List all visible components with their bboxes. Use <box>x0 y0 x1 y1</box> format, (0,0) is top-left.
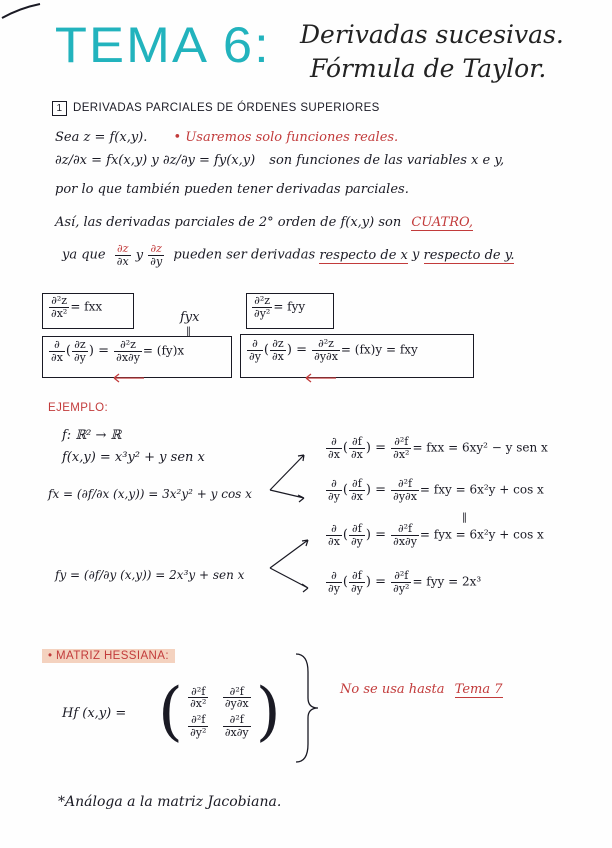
fyy-result: = fyy <box>273 299 306 314</box>
function-definition: Sea z = f(x,y). <box>55 130 148 145</box>
intro-line-1 <box>55 130 398 145</box>
page-title: TEMA 6: <box>54 17 271 73</box>
and-text: y <box>412 247 420 263</box>
fxx-result: = fxx <box>70 299 103 314</box>
second-fxy-result: = fxy = 6x²y + cos x <box>419 482 544 497</box>
fx-definition: fx = (∂f/∂x (x,y)) = 3x²y² + y cos x <box>48 487 252 501</box>
fyx-equal-mark: ‖ <box>186 326 191 337</box>
corner-mark <box>0 0 60 30</box>
second-fyx-result: = fyx = 6x²y + cos x <box>419 527 544 542</box>
second-fyy-result: = fyy = 2x³ <box>412 574 482 589</box>
footnote: *Análoga a la matriz Jacobiana. <box>58 794 282 810</box>
fyy-formula: $\frac{\text{∂²z}}{\text{∂y²}}$ = fyy <box>254 294 306 320</box>
equal-mark-mixed: ‖ <box>462 512 467 523</box>
subtitle-line-2: Fórmula de Taylor. <box>310 54 547 83</box>
hessian-note-link: Tema 7 <box>454 682 503 697</box>
can-be-text: pueden ser derivadas <box>173 247 316 263</box>
section-title: DERIVADAS PARCIALES DE ÓRDENES SUPERIORES <box>73 102 380 114</box>
branch-arrows <box>268 440 328 610</box>
subtitle-line-1: Derivadas sucesivas. <box>300 20 564 49</box>
second-order-text: Así, las derivadas parciales de 2° orden de f(x,y) son <box>55 215 402 230</box>
since-text: ya que <box>62 247 106 263</box>
partial-eq: ∂z/∂x = fx(x,y) y ∂z/∂y = fy(x,y) <box>55 153 256 168</box>
four-highlight: CUATRO, <box>411 215 474 230</box>
second-fyy: $\frac{\partial}{\partial y}$ ( $\frac{\partial f}{\partial y}$ ) = $\frac{\text{∂²f}}{\text{∂y²}}$ = fyy = 2x³ <box>328 569 482 595</box>
partial-fracs: $\frac{\partial z}{\partial x}$ y $\frac{\partial z}{\partial y}$ <box>116 242 163 268</box>
fyx-label: fyx <box>180 310 200 325</box>
hessian-label: • MATRIZ HESSIANA: <box>42 649 175 663</box>
intro-line-2 <box>55 153 504 168</box>
second-fxx: $\frac{\partial}{\partial x}$ ( $\frac{\partial f}{\partial x}$ ) = $\frac{\text{∂²f}}{\text{∂x²}}$ = fxx = 6xy² − y sen x <box>328 435 548 461</box>
example-label: EJEMPLO: <box>48 402 109 414</box>
respect-y: respecto de y. <box>423 247 515 263</box>
fy-definition: fy = (∂f/∂y (x,y)) = 2x³y + sen x <box>55 568 245 582</box>
fxx-formula: $\frac{\text{∂²z}}{\text{∂x²}}$ = fxx <box>51 294 103 320</box>
intro-line-3: por lo que también pueden tener derivadas parciales. <box>55 182 409 197</box>
example-domain: f: ℝ² → ℝ <box>62 428 122 443</box>
mixed-right-result: = (fx)y = fxy <box>340 342 418 357</box>
arrow-right-red <box>300 373 340 383</box>
hessian-matrix: ( $\frac{\text{∂²f}}{\text{∂x²}}$ $\frac{\text{∂²f}}{\partial y\partial x}$ $\frac{\text{∂²f}}{\text{∂y²}}$ $\frac{\text{∂²f}}{\partial x\partial y}$ ) <box>158 675 281 749</box>
real-functions-note: • Usaremos solo funciones reales. <box>173 130 399 145</box>
mixed-right-formula: $\frac{\partial}{\partial y}$ ( $\frac{\partial z}{\partial x}$ ) = $\frac{\text{∂²z}}{\partial y\partial x}$ = (fx)y = fxy <box>249 337 418 363</box>
hessian-note <box>340 682 503 697</box>
intro-line-4 <box>55 215 473 230</box>
mixed-left-formula: $\frac{\partial}{\partial x}$ ( $\frac{\partial z}{\partial y}$ ) = $\frac{\text{∂²z}}{\partial x\partial y}$ = (fy)x <box>51 338 185 364</box>
arrow-left-red <box>108 373 148 383</box>
second-fyx: $\frac{\partial}{\partial x}$ ( $\frac{\partial f}{\partial y}$ ) = $\frac{\text{∂²f}}{\partial x\partial y}$ = fyx = 6x²y + cos x <box>328 522 544 548</box>
second-fxy: $\frac{\partial}{\partial y}$ ( $\frac{\partial f}{\partial x}$ ) = $\frac{\text{∂²f}}{\partial y\partial x}$ = fxy = 6x²y + cos x <box>328 477 544 503</box>
brace-icon <box>292 652 322 764</box>
partial-eq-text: son funciones de las variables x e y, <box>269 153 505 168</box>
mixed-left-result: = (fy)x <box>142 343 185 358</box>
intro-line-5 <box>62 243 514 267</box>
second-fxx-result: = fxx = 6xy² − y sen x <box>412 440 548 455</box>
respect-x: respecto de x <box>319 247 408 263</box>
hessian-lhs: Hf (x,y) = <box>62 706 127 721</box>
section-number-badge: 1 <box>52 101 67 116</box>
example-function: f(x,y) = x³y² + y sen x <box>62 450 205 465</box>
hessian-note-text: No se usa hasta <box>340 682 445 697</box>
section-heading <box>52 101 380 116</box>
